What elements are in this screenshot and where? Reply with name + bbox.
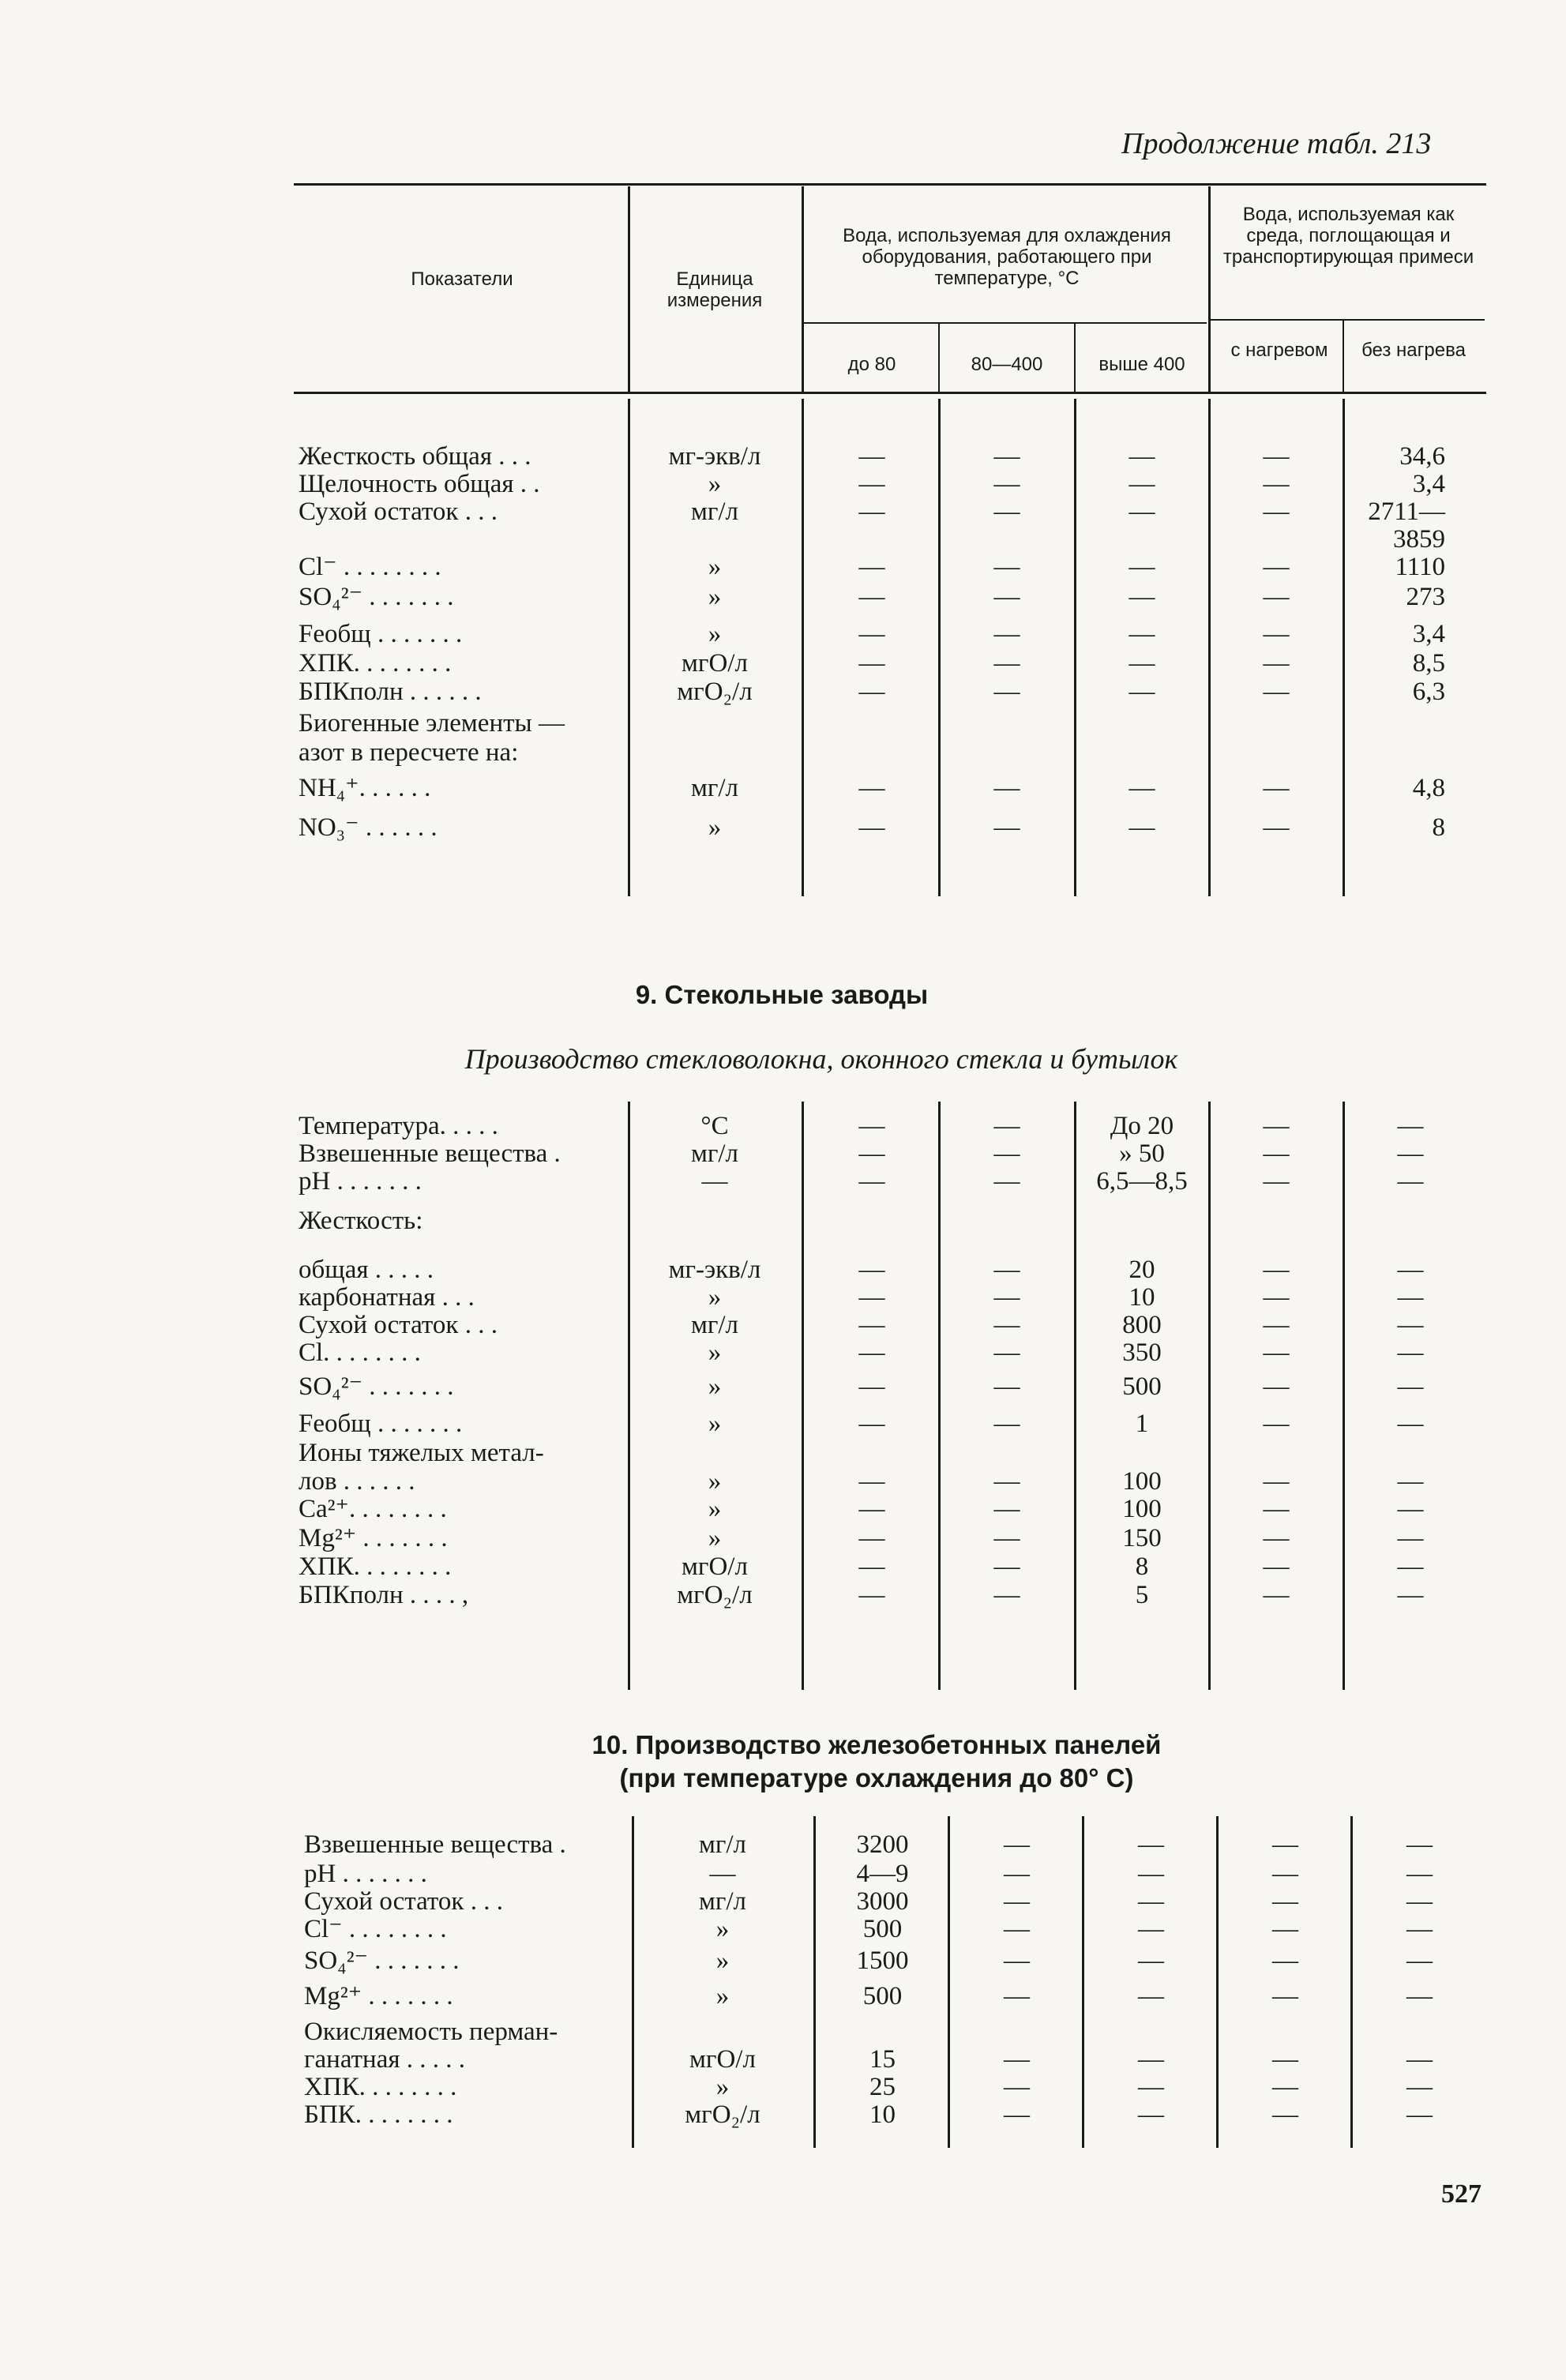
row-label: ХПК. . . . . . . .: [304, 2073, 457, 2101]
row-label: карбонатная . . .: [299, 1283, 475, 1312]
row-value-col-2: —: [993, 553, 1020, 581]
row-value-col-3: 100: [1122, 1467, 1162, 1496]
row-unit: »: [708, 1524, 722, 1552]
row-value-col-2: —: [993, 1338, 1020, 1367]
row-value-col-5: —: [1397, 1112, 1424, 1140]
row-value-col-3: —: [1138, 1915, 1164, 1943]
row-value-col-4: —: [1263, 470, 1290, 498]
row-value-col-3: 150: [1122, 1524, 1162, 1552]
row-value-col-5: —: [1397, 1167, 1424, 1196]
row-value-col-2: —: [993, 1283, 1020, 1312]
row-unit: »: [708, 583, 722, 611]
row-value-col-2: —: [1004, 2045, 1030, 2074]
row-value-col-3: —: [1128, 620, 1155, 648]
row-value-col-3: 5: [1135, 1581, 1149, 1609]
row-value-col-4: —: [1263, 774, 1290, 802]
section-glass-title: 9. Стекольные заводы: [635, 980, 929, 1009]
row-value-col-5: 273: [1406, 583, 1445, 611]
row-label: Сухой остаток . . .: [299, 497, 498, 526]
row-value-col-3: —: [1128, 678, 1155, 706]
row-value-col-1: —: [858, 813, 885, 842]
row-value-col-3: —: [1138, 1860, 1164, 1888]
row-value-col-2: —: [993, 1139, 1020, 1168]
row-value-col-1: —: [858, 1167, 885, 1196]
row-value-col-5: 2711—: [1368, 497, 1445, 526]
row-value-col-1: 25: [869, 2073, 896, 2101]
row-value-col-4: —: [1263, 649, 1290, 678]
row-unit: мгО/л: [689, 2045, 756, 2074]
row-value-col-4: —: [1263, 1256, 1290, 1284]
row-label: БПК. . . . . . . .: [304, 2100, 453, 2129]
row-value-col-1: 10: [869, 2100, 896, 2129]
row-label: Mg²⁺ . . . . . . .: [299, 1524, 448, 1552]
row-value-col-1: 3000: [856, 1887, 909, 1916]
header-vline-sub-3: [1343, 321, 1344, 392]
header-sub-col-5: без нагрева: [1361, 340, 1466, 361]
row-value-col-4: —: [1272, 1982, 1298, 2010]
row-unit: »: [708, 1410, 722, 1438]
row-value-col-4: —: [1263, 813, 1290, 842]
row-value-col-4: —: [1263, 497, 1290, 526]
row-label: общая . . . . .: [299, 1256, 434, 1284]
row-label: ХПК. . . . . . . .: [299, 1552, 452, 1581]
row-value-col-3: —: [1138, 1887, 1164, 1916]
row-value-col-4: —: [1263, 1112, 1290, 1140]
page-number: 527: [1441, 2179, 1482, 2209]
row-value-col-1: 1500: [856, 1946, 909, 1975]
row-unit: »: [708, 1338, 722, 1367]
row-value-col-4: —: [1263, 1372, 1290, 1401]
row-label: SO₄²⁻ . . . . . . .: [304, 1946, 460, 1975]
row-value-col-4: —: [1263, 1467, 1290, 1496]
table-row: [0, 709, 1566, 738]
row-value-col-3: 500: [1122, 1372, 1162, 1401]
row-unit: »: [708, 1467, 722, 1496]
row-value-col-1: —: [858, 553, 885, 581]
row-value-col-5: 6,3: [1412, 678, 1445, 706]
row-value-col-5: 3,4: [1412, 620, 1445, 648]
row-unit: мг/л: [698, 1887, 747, 1916]
row-value-col-5: 8,5: [1412, 649, 1445, 678]
row-value-col-2: —: [1004, 1830, 1030, 1859]
row-value-col-2: —: [993, 1311, 1020, 1339]
row-label: Щелочность общая . .: [299, 470, 540, 498]
header-sub-col-1: до 80: [847, 354, 896, 375]
row-value-col-1: 4—9: [856, 1860, 909, 1888]
table-row: [0, 1495, 1566, 1523]
row-value-col-4: —: [1263, 583, 1290, 611]
table-row: [0, 2100, 1566, 2129]
header-vline-1: [628, 186, 630, 392]
row-value-col-5: —: [1406, 1830, 1433, 1859]
row-value-col-3: 1: [1135, 1410, 1149, 1438]
row-value-col-2: —: [1004, 2073, 1030, 2101]
row-label: Cl. . . . . . . .: [299, 1338, 421, 1367]
table-row: [0, 1372, 1566, 1401]
table-row: [0, 774, 1566, 802]
header-indicators: Показатели: [411, 268, 513, 290]
table-row: [0, 525, 1566, 554]
table-row: [0, 553, 1566, 581]
row-value-col-4: —: [1272, 1915, 1298, 1943]
row-value-col-3: —: [1128, 442, 1155, 471]
row-label: Mg²⁺ . . . . . . .: [304, 1982, 453, 2010]
row-value-col-5: —: [1397, 1581, 1424, 1609]
row-value-col-3: » 50: [1119, 1139, 1165, 1168]
row-value-col-1: —: [858, 1467, 885, 1496]
table-row: [0, 1830, 1566, 1859]
row-unit: »: [708, 470, 722, 498]
row-label: Окисляемость перман-: [304, 2018, 558, 2046]
row-value-col-2: —: [1004, 1946, 1030, 1975]
row-value-col-5: 8: [1432, 813, 1445, 842]
table-row: [0, 678, 1566, 706]
row-value-col-2: —: [1004, 1887, 1030, 1916]
row-unit: »: [715, 1915, 730, 1943]
row-value-col-2: —: [993, 442, 1020, 471]
row-value-col-3: —: [1138, 2045, 1164, 2074]
row-label: SO₄²⁻ . . . . . . .: [299, 1372, 454, 1401]
row-value-col-5: —: [1406, 2100, 1433, 2129]
row-value-col-4: —: [1263, 1139, 1290, 1168]
row-value-col-3: —: [1128, 553, 1155, 581]
table-row: [0, 2073, 1566, 2101]
row-value-col-5: —: [1406, 1860, 1433, 1888]
row-value-col-2: —: [993, 813, 1020, 842]
row-value-col-2: —: [993, 1167, 1020, 1196]
row-label: pH . . . . . . .: [304, 1860, 427, 1888]
table-row: [0, 1982, 1566, 2010]
header-units: Единица измерения: [667, 268, 763, 311]
table-row: [0, 1112, 1566, 1140]
row-value-col-5: 3859: [1393, 525, 1445, 554]
row-label: ганатная . . . . .: [304, 2045, 466, 2074]
row-value-col-1: —: [858, 649, 885, 678]
row-value-col-4: —: [1272, 1946, 1298, 1975]
row-value-col-1: —: [858, 470, 885, 498]
header-subgroup-rule-medium: [1208, 319, 1485, 321]
header-group-cooling: Вода, используемая для охлаждения оборудования, работающего при температуре, °С: [843, 225, 1171, 289]
table-row: [0, 442, 1566, 471]
row-value-col-1: —: [858, 1139, 885, 1168]
row-value-col-5: 34,6: [1399, 442, 1445, 471]
row-value-col-5: —: [1406, 1982, 1433, 2010]
row-label: Ca²⁺. . . . . . . .: [299, 1495, 447, 1523]
row-label: Feобщ . . . . . . .: [299, 620, 463, 648]
row-value-col-2: —: [993, 1552, 1020, 1581]
row-value-col-4: —: [1263, 678, 1290, 706]
row-unit: »: [708, 553, 722, 581]
row-unit: »: [708, 1495, 722, 1523]
row-unit: »: [708, 1372, 722, 1401]
row-unit: мгО₂/л: [685, 2100, 760, 2129]
row-value-col-5: —: [1397, 1256, 1424, 1284]
table-continuation-title: Продолжение табл. 213: [1121, 127, 1432, 160]
row-value-col-1: —: [858, 1495, 885, 1523]
row-value-col-4: —: [1272, 1887, 1298, 1916]
row-value-col-4: —: [1272, 2100, 1298, 2129]
row-value-col-2: —: [993, 1495, 1020, 1523]
row-value-col-1: 500: [862, 1915, 903, 1943]
header-sub-col-2: 80—400: [971, 354, 1043, 375]
row-value-col-5: 3,4: [1412, 470, 1445, 498]
row-label: Ионы тяжелых метал-: [299, 1439, 544, 1467]
row-value-col-2: —: [993, 1524, 1020, 1552]
row-unit: »: [715, 1982, 730, 2010]
row-label: Жесткость общая . . .: [299, 442, 531, 471]
row-value-col-3: —: [1138, 2073, 1164, 2101]
row-value-col-3: 20: [1128, 1256, 1155, 1284]
row-unit: мг-экв/л: [668, 1256, 761, 1284]
row-label: азот в пересчете на:: [299, 738, 519, 767]
row-value-col-3: —: [1128, 774, 1155, 802]
table-row: [0, 1915, 1566, 1943]
row-value-col-2: —: [1004, 2100, 1030, 2129]
table-row: [0, 2018, 1566, 2046]
row-label: Температура. . . . .: [299, 1112, 498, 1140]
row-label: ХПК. . . . . . . .: [299, 649, 452, 678]
row-unit: мг/л: [690, 497, 739, 526]
row-unit: мгО/л: [682, 649, 748, 678]
row-value-col-5: —: [1397, 1467, 1424, 1496]
row-value-col-2: —: [993, 620, 1020, 648]
row-value-col-4: —: [1272, 2073, 1298, 2101]
row-value-col-3: 350: [1122, 1338, 1162, 1367]
row-unit: мг/л: [690, 1311, 739, 1339]
table-row: [0, 649, 1566, 678]
row-value-col-5: —: [1397, 1338, 1424, 1367]
table-row: [0, 1139, 1566, 1168]
row-value-col-1: —: [858, 1112, 885, 1140]
row-value-col-3: —: [1128, 649, 1155, 678]
row-unit: »: [715, 2073, 730, 2101]
row-value-col-3: —: [1128, 583, 1155, 611]
table-row: [0, 497, 1566, 526]
table-row: [0, 738, 1566, 767]
row-value-col-1: —: [858, 1283, 885, 1312]
row-value-col-3: —: [1138, 1946, 1164, 1975]
header-subgroup-rule-cooling: [804, 322, 1207, 324]
row-value-col-4: —: [1263, 1338, 1290, 1367]
row-value-col-3: —: [1138, 1982, 1164, 2010]
section-concrete-title-2: (при температуре охлаждения до 80° С): [619, 1763, 1134, 1793]
row-label: БПКполн . . . . . .: [299, 678, 482, 706]
row-value-col-4: —: [1272, 1830, 1298, 1859]
row-value-col-4: —: [1263, 1311, 1290, 1339]
table-row: [0, 583, 1566, 611]
row-value-col-5: —: [1397, 1139, 1424, 1168]
row-value-col-3: До 20: [1110, 1112, 1174, 1140]
row-value-col-3: 800: [1122, 1311, 1162, 1339]
section-concrete-title-1: 10. Производство железобетонных панелей: [591, 1730, 1162, 1759]
row-value-col-1: 15: [869, 2045, 896, 2074]
row-value-col-5: —: [1406, 2045, 1433, 2074]
row-value-col-4: —: [1263, 442, 1290, 471]
row-value-col-4: —: [1263, 1552, 1290, 1581]
row-value-col-2: —: [993, 1410, 1020, 1438]
row-value-col-2: —: [1004, 1860, 1030, 1888]
row-value-col-2: —: [993, 1467, 1020, 1496]
row-value-col-1: —: [858, 1524, 885, 1552]
table-row: [0, 1524, 1566, 1552]
row-value-col-1: —: [858, 1372, 885, 1401]
row-value-col-2: —: [993, 678, 1020, 706]
row-unit: —: [701, 1167, 728, 1196]
row-value-col-2: —: [1004, 1915, 1030, 1943]
row-value-col-4: —: [1263, 1524, 1290, 1552]
row-value-col-5: —: [1397, 1410, 1424, 1438]
row-value-col-5: —: [1397, 1372, 1424, 1401]
row-value-col-1: —: [858, 442, 885, 471]
row-unit: »: [708, 813, 722, 842]
row-value-col-2: —: [993, 497, 1020, 526]
table-row: [0, 813, 1566, 842]
row-value-col-5: —: [1397, 1283, 1424, 1312]
table-row: [0, 470, 1566, 498]
header-sub-col-4: с нагревом: [1230, 340, 1328, 361]
header-sub-col-3: выше 400: [1098, 354, 1185, 375]
table-row: [0, 620, 1566, 648]
row-value-col-1: —: [858, 1256, 885, 1284]
row-label: Взвешенные вещества .: [304, 1830, 566, 1859]
row-value-col-3: 10: [1128, 1283, 1155, 1312]
row-value-col-4: —: [1263, 1167, 1290, 1196]
row-value-col-2: —: [993, 1581, 1020, 1609]
row-label: Feобщ . . . . . . .: [299, 1410, 463, 1438]
row-value-col-3: —: [1128, 470, 1155, 498]
row-value-col-5: —: [1397, 1552, 1424, 1581]
row-label: Жесткость:: [299, 1207, 423, 1235]
header-top-rule: [294, 183, 1486, 186]
row-value-col-5: —: [1406, 1887, 1433, 1916]
row-value-col-1: 500: [862, 1982, 903, 2010]
row-value-col-5: —: [1397, 1311, 1424, 1339]
row-unit: —: [709, 1860, 736, 1888]
row-label: Сухой остаток . . .: [304, 1887, 503, 1916]
row-value-col-3: —: [1128, 497, 1155, 526]
row-value-col-3: 8: [1135, 1552, 1149, 1581]
row-label: pH . . . . . . .: [299, 1167, 422, 1196]
row-unit: мгО₂/л: [677, 678, 753, 706]
row-label: NO₃⁻ . . . . . .: [299, 813, 438, 842]
header-bottom-rule: [294, 392, 1486, 394]
row-value-col-1: —: [858, 583, 885, 611]
table-row: [0, 1207, 1566, 1235]
table-row: [0, 1256, 1566, 1284]
row-unit: °С: [700, 1112, 729, 1140]
row-unit: мг/л: [690, 774, 739, 802]
row-unit: »: [708, 1283, 722, 1312]
table-row: [0, 1167, 1566, 1196]
row-label: Взвешенные вещества .: [299, 1139, 561, 1168]
row-label: NH₄⁺. . . . . .: [299, 774, 431, 802]
row-value-col-2: —: [993, 583, 1020, 611]
row-value-col-1: —: [858, 1552, 885, 1581]
row-value-col-5: 4,8: [1412, 774, 1445, 802]
header-group-medium: Вода, используемая как среда, поглощающая и транспортирующая примеси: [1222, 204, 1474, 268]
table-row: [0, 1338, 1566, 1367]
row-value-col-5: —: [1406, 2073, 1433, 2101]
table-row: [0, 1311, 1566, 1339]
row-value-col-4: —: [1263, 553, 1290, 581]
row-value-col-1: —: [858, 620, 885, 648]
row-value-col-1: —: [858, 1581, 885, 1609]
row-value-col-3: 6,5—8,5: [1096, 1167, 1188, 1196]
table-row: [0, 1860, 1566, 1888]
row-value-col-2: —: [993, 774, 1020, 802]
header-vline-2: [802, 186, 804, 392]
row-value-col-1: —: [858, 497, 885, 526]
row-label: БПКполн . . . . ,: [299, 1581, 469, 1609]
row-unit: мгО/л: [682, 1552, 748, 1581]
row-value-col-3: —: [1138, 2100, 1164, 2129]
row-label: Сухой остаток . . .: [299, 1311, 498, 1339]
row-value-col-4: —: [1263, 1283, 1290, 1312]
row-value-col-4: —: [1272, 1860, 1298, 1888]
row-value-col-1: 3200: [856, 1830, 909, 1859]
row-value-col-5: 1110: [1395, 553, 1445, 581]
table-row: [0, 1946, 1566, 1975]
row-value-col-1: —: [858, 1410, 885, 1438]
table-row: [0, 2045, 1566, 2074]
row-value-col-5: —: [1406, 1915, 1433, 1943]
row-label: Биогенные элементы —: [299, 709, 565, 738]
section-glass-subtitle: Производство стекловолокна, оконного стекла и бутылок: [464, 1043, 1178, 1075]
table-row: [0, 1581, 1566, 1609]
row-value-col-2: —: [993, 1256, 1020, 1284]
row-value-col-2: —: [993, 1112, 1020, 1140]
row-value-col-4: —: [1263, 1495, 1290, 1523]
row-label: лов . . . . . .: [299, 1467, 415, 1496]
row-unit: »: [715, 1946, 730, 1975]
row-value-col-2: —: [993, 470, 1020, 498]
row-value-col-1: —: [858, 774, 885, 802]
table-row: [0, 1283, 1566, 1312]
row-label: Cl⁻ . . . . . . . .: [304, 1915, 447, 1943]
row-value-col-2: —: [993, 649, 1020, 678]
table-row: [0, 1467, 1566, 1496]
row-value-col-4: —: [1272, 2045, 1298, 2074]
row-value-col-3: —: [1138, 1830, 1164, 1859]
row-value-col-1: —: [858, 1311, 885, 1339]
row-unit: мг/л: [690, 1139, 739, 1168]
row-value-col-2: —: [1004, 1982, 1030, 2010]
row-value-col-4: —: [1263, 1581, 1290, 1609]
row-value-col-4: —: [1263, 1410, 1290, 1438]
row-value-col-2: —: [993, 1372, 1020, 1401]
row-value-col-1: —: [858, 678, 885, 706]
row-unit: мг/л: [698, 1830, 747, 1859]
table-row: [0, 1439, 1566, 1467]
header-vline-3: [1208, 186, 1211, 392]
table-row: [0, 1410, 1566, 1438]
table-row: [0, 1887, 1566, 1916]
row-unit: мгО₂/л: [677, 1581, 753, 1609]
row-value-col-5: —: [1397, 1524, 1424, 1552]
table-row: [0, 1552, 1566, 1581]
row-unit: »: [708, 620, 722, 648]
row-value-col-3: —: [1128, 813, 1155, 842]
row-unit: мг-экв/л: [668, 442, 761, 471]
row-value-col-4: —: [1263, 620, 1290, 648]
row-label: Cl⁻ . . . . . . . .: [299, 553, 441, 581]
row-label: SO₄²⁻ . . . . . . .: [299, 583, 454, 611]
row-value-col-5: —: [1397, 1495, 1424, 1523]
row-value-col-3: 100: [1122, 1495, 1162, 1523]
row-value-col-5: —: [1406, 1946, 1433, 1975]
row-value-col-1: —: [858, 1338, 885, 1367]
